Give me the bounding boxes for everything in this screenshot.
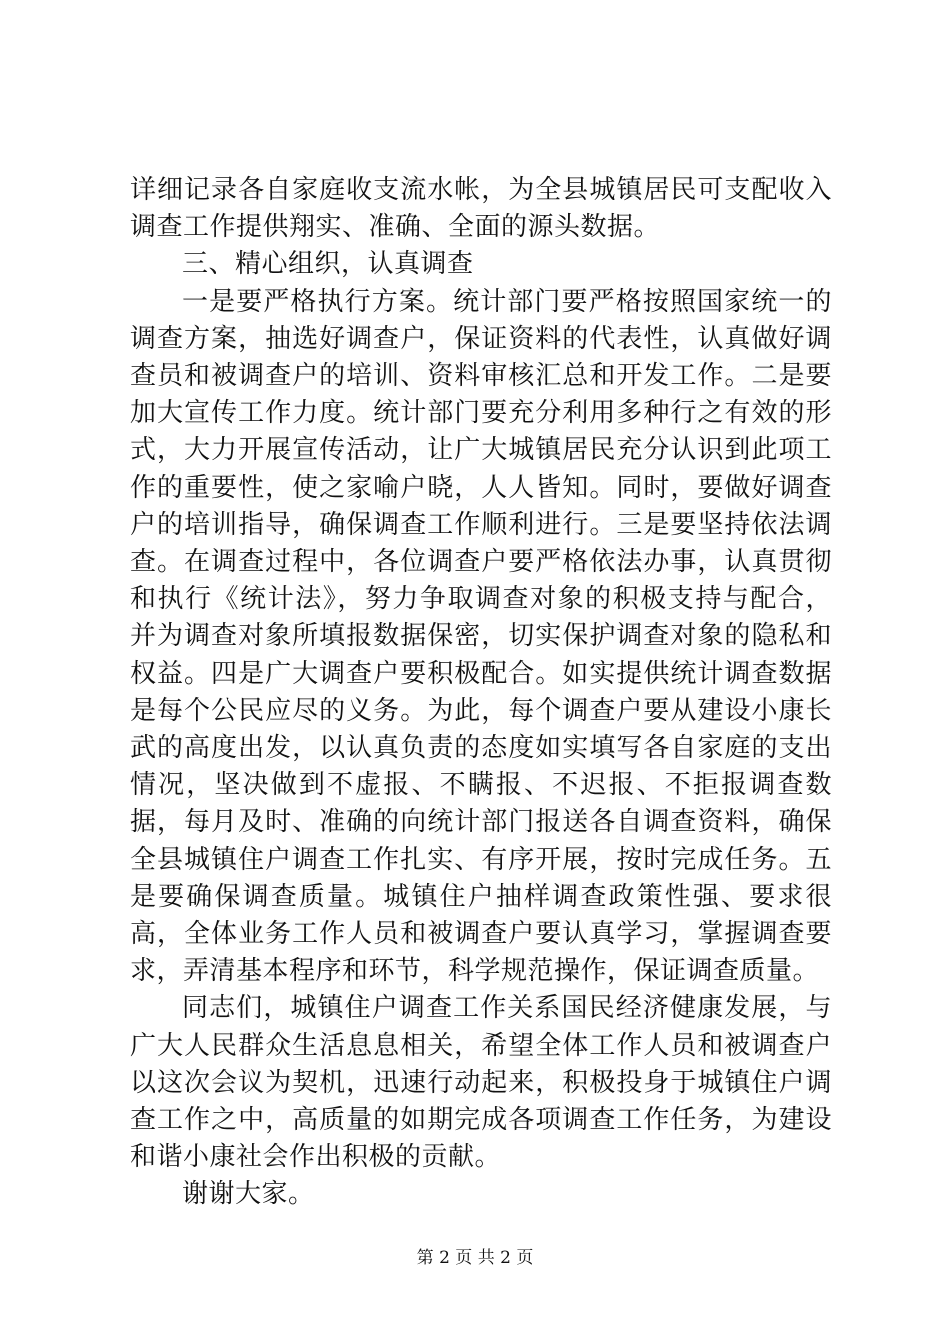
paragraph-requirements: 一是要严格执行方案。统计部门要严格按照国家统一的调查方案，抽选好调查户，保证资料的代表性，认真做好调查员和被调查户的培训、资料审核汇总和开发工作。二是要加大宣传工作力度。统计部门要充分利用多种行之有效的形式，大力开展宣传活动，让广大城镇居民充分认识到此项工作的重要性，使之家喻户晓，人人皆知。同时，要做好调查户的培训指导，确保调查工作顺利进行。三是要坚持依法调查。在调查过程中，各位调查户要严格依法办事，认真贯彻和执行《统计法》，努力争取调查对象的积极支持与配合，并为调查对象所填报数据保密，切实保护调查对象的隐私和权益。四是广大调查户要积极配合。如实提供统计调查数据是每个公民应尽的义务。为此，每个调查户要从建设小康长武的高度出发，以认真负责的态度如实填写各自家庭的支出情况，坚决做到不虚报、不瞒报、不迟报、不拒报调查数据，每月及时、准确的向统计部门报送各自调查资料，确保全县城镇住户调查工作扎实、有序开展，按时完成任务。五是要确保调查质量。城镇住户抽样调查政策性强、要求很高，全体业务工作人员和被调查户要认真学习，掌握调查要求，弄清基本程序和环节，科学规范操作，保证调查质量。 <box>130 286 832 987</box>
paragraph-continuation: 详细记录各自家庭收支流水帐，为全县城镇居民可支配收入调查工作提供翔实、准确、全面的源头数据。 <box>130 175 832 243</box>
document-body <box>130 172 832 1214</box>
paragraph-closing: 同志们，城镇住户调查工作关系国民经济健康发展，与广大人民群众生活息息相关，希望全体工作人员和被调查户以这次会议为契机，迅速行动起来，积极投身于城镇住户调查工作之中，高质量的如期完成各项调查工作任务，为建设和谐小康社会作出积极的贡献。 <box>130 993 832 1173</box>
paragraph-thanks: 谢谢大家。 <box>182 1179 315 1210</box>
page-number-footer: 第 2 页 共 2 页 <box>416 1248 534 1268</box>
section-heading: 三、精心组织，认真调查 <box>182 249 474 280</box>
